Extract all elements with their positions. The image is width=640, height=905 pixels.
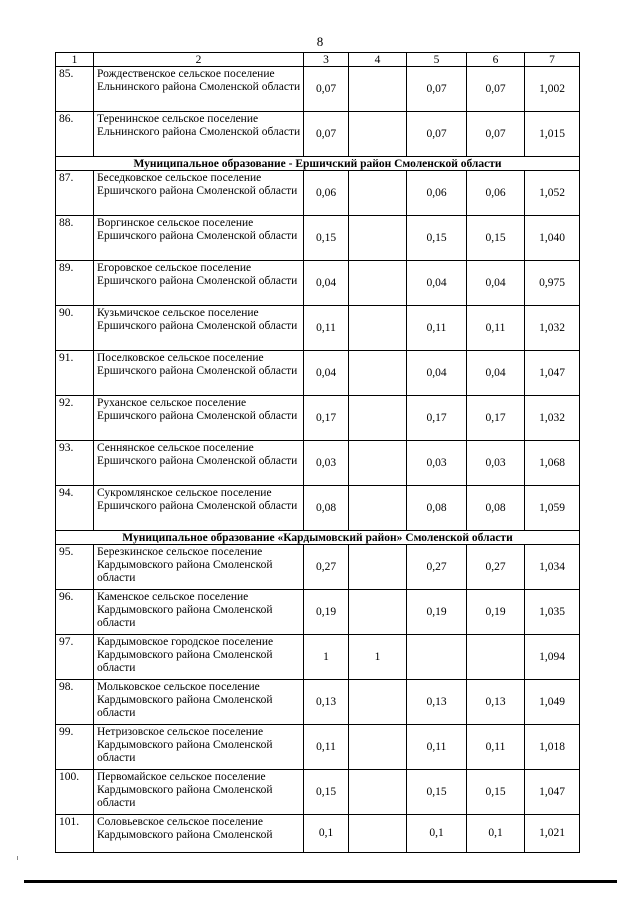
settlement-name: Поселковское сельское поселение Ершичского района Смоленской области	[94, 351, 304, 396]
value-col-6: 0,15	[467, 770, 525, 815]
table-row	[56, 171, 580, 216]
bottom-rule	[24, 880, 617, 883]
table-body	[56, 53, 580, 853]
settlement-name: Сукромлянское сельское поселение Ершичского района Смоленской области	[94, 486, 304, 531]
value-col-3: 0,11	[304, 306, 349, 351]
value-col-6: 0,04	[467, 351, 525, 396]
value-col-5: 0,07	[407, 67, 467, 112]
value-col-5: 0,11	[407, 306, 467, 351]
value-col-4	[349, 261, 407, 306]
value-col-7: 1,068	[525, 441, 580, 486]
settlement-name: Теренинское сельское поселение Ельнинского района Смоленской области	[94, 112, 304, 157]
value-col-4	[349, 112, 407, 157]
page-number: 8	[316, 34, 324, 49]
value-col-7: 1,059	[525, 486, 580, 531]
value-col-4	[349, 486, 407, 531]
table-row	[56, 351, 580, 396]
value-col-5: 0,27	[407, 545, 467, 590]
value-col-6: 0,27	[467, 545, 525, 590]
row-number: 101.	[56, 815, 94, 853]
value-col-7: 1,002	[525, 67, 580, 112]
value-col-4	[349, 171, 407, 216]
table-row	[56, 590, 580, 635]
value-col-7: 1,032	[525, 306, 580, 351]
value-col-7: 1,040	[525, 216, 580, 261]
table-row	[56, 112, 580, 157]
settlement-name: Кузьмичское сельское поселение Ершичского района Смоленской области	[94, 306, 304, 351]
value-col-6: 0,04	[467, 261, 525, 306]
row-number: 98.	[56, 680, 94, 725]
settlement-name: Руханское сельское поселение Ершичского района Смоленской области	[94, 396, 304, 441]
settlement-name: Воргинское сельское поселение Ершичского района Смоленской области	[94, 216, 304, 261]
value-col-5: 0,13	[407, 680, 467, 725]
value-col-3: 0,15	[304, 216, 349, 261]
value-col-6: 0,07	[467, 67, 525, 112]
value-col-7: 1,047	[525, 770, 580, 815]
value-col-7: 1,049	[525, 680, 580, 725]
value-col-5: 0,11	[407, 725, 467, 770]
value-col-7: 1,021	[525, 815, 580, 853]
value-col-3: 0,15	[304, 770, 349, 815]
table-row	[56, 635, 580, 680]
settlement-name: Мольковское сельское поселение Кардымовского района Смоленской области	[94, 680, 304, 725]
table-row	[56, 396, 580, 441]
value-col-5: 0,1	[407, 815, 467, 853]
value-col-7: 1,032	[525, 396, 580, 441]
value-col-4	[349, 306, 407, 351]
value-col-5: 0,07	[407, 112, 467, 157]
value-col-5: 0,04	[407, 351, 467, 396]
table-row	[56, 486, 580, 531]
settlement-name: Первомайское сельское поселение Кардымовского района Смоленской области	[94, 770, 304, 815]
value-col-6: 0,1	[467, 815, 525, 853]
row-number: 87.	[56, 171, 94, 216]
value-col-5: 0,03	[407, 441, 467, 486]
column-header-row	[56, 53, 580, 67]
table-row	[56, 770, 580, 815]
value-col-5: 0,08	[407, 486, 467, 531]
value-col-6: 0,08	[467, 486, 525, 531]
row-number: 99.	[56, 725, 94, 770]
row-number: 97.	[56, 635, 94, 680]
table-row	[56, 216, 580, 261]
column-header: 2	[94, 53, 304, 67]
row-number: 91.	[56, 351, 94, 396]
value-col-7: 1,034	[525, 545, 580, 590]
value-col-3: 0,03	[304, 441, 349, 486]
value-col-5: 0,17	[407, 396, 467, 441]
data-table	[55, 52, 580, 853]
table-row	[56, 261, 580, 306]
table-row	[56, 545, 580, 590]
table-row	[56, 725, 580, 770]
value-col-4	[349, 545, 407, 590]
value-col-7: 0,975	[525, 261, 580, 306]
value-col-5: 0,19	[407, 590, 467, 635]
value-col-3: 0,11	[304, 725, 349, 770]
column-header: 5	[407, 53, 467, 67]
value-col-4	[349, 770, 407, 815]
settlement-name: Сеннянское сельское поселение Ершичского района Смоленской области	[94, 441, 304, 486]
row-number: 88.	[56, 216, 94, 261]
settlement-name: Егоровское сельское поселение Ершичского района Смоленской области	[94, 261, 304, 306]
row-number: 100.	[56, 770, 94, 815]
value-col-3: 0,19	[304, 590, 349, 635]
table-row	[56, 306, 580, 351]
value-col-3: 0,07	[304, 67, 349, 112]
row-number: 96.	[56, 590, 94, 635]
value-col-6: 0,06	[467, 171, 525, 216]
value-col-4	[349, 351, 407, 396]
column-header: 3	[304, 53, 349, 67]
value-col-3: 0,27	[304, 545, 349, 590]
value-col-5: 0,06	[407, 171, 467, 216]
section-header-row	[56, 531, 580, 545]
column-header: 7	[525, 53, 580, 67]
value-col-4	[349, 396, 407, 441]
value-col-4: 1	[349, 635, 407, 680]
row-number: 95.	[56, 545, 94, 590]
value-col-3: 0,06	[304, 171, 349, 216]
table-row	[56, 815, 580, 853]
value-col-6: 0,03	[467, 441, 525, 486]
row-number: 85.	[56, 67, 94, 112]
section-title: Муниципальное образование «Кардымовский район» Смоленской области	[56, 531, 580, 545]
column-header: 4	[349, 53, 407, 67]
table-row	[56, 67, 580, 112]
row-number: 90.	[56, 306, 94, 351]
value-col-4	[349, 680, 407, 725]
row-number: 89.	[56, 261, 94, 306]
value-col-5: 0,15	[407, 216, 467, 261]
settlement-name: Беседковское сельское поселение Ершичского района Смоленской области	[94, 171, 304, 216]
value-col-3: 0,17	[304, 396, 349, 441]
value-col-7: 1,094	[525, 635, 580, 680]
value-col-6: 0,11	[467, 725, 525, 770]
section-header-row	[56, 157, 580, 171]
value-col-5: 0,04	[407, 261, 467, 306]
table-row	[56, 680, 580, 725]
value-col-7: 1,035	[525, 590, 580, 635]
value-col-4	[349, 590, 407, 635]
value-col-7: 1,047	[525, 351, 580, 396]
value-col-4	[349, 67, 407, 112]
value-col-3: 0,08	[304, 486, 349, 531]
row-number: 92.	[56, 396, 94, 441]
settlement-name: Нетризовское сельское поселение Кардымовского района Смоленской области	[94, 725, 304, 770]
value-col-3: 0,04	[304, 351, 349, 396]
value-col-6: 0,11	[467, 306, 525, 351]
value-col-5	[407, 635, 467, 680]
value-col-3: 0,1	[304, 815, 349, 853]
value-col-7: 1,015	[525, 112, 580, 157]
value-col-6	[467, 635, 525, 680]
value-col-3: 0,07	[304, 112, 349, 157]
section-title: Муниципальное образование - Ершичский район Смоленской области	[56, 157, 580, 171]
table-row	[56, 441, 580, 486]
settlement-name: Рождественское сельское поселение Ельнинского района Смоленской области	[94, 67, 304, 112]
value-col-7: 1,018	[525, 725, 580, 770]
value-col-4	[349, 725, 407, 770]
value-col-3: 1	[304, 635, 349, 680]
value-col-3: 0,13	[304, 680, 349, 725]
value-col-3: 0,04	[304, 261, 349, 306]
value-col-4	[349, 441, 407, 486]
value-col-7: 1,052	[525, 171, 580, 216]
settlement-name: Каменское сельское поселение Кардымовского района Смоленской области	[94, 590, 304, 635]
value-col-4	[349, 815, 407, 853]
settlement-name: Березкинское сельское поселение Кардымовского района Смоленской области	[94, 545, 304, 590]
row-number: 86.	[56, 112, 94, 157]
margin-mark	[17, 856, 18, 860]
value-col-5: 0,15	[407, 770, 467, 815]
value-col-6: 0,13	[467, 680, 525, 725]
value-col-6: 0,19	[467, 590, 525, 635]
settlement-name: Соловьевское сельское поселение Кардымовского района Смоленской	[94, 815, 304, 853]
row-number: 93.	[56, 441, 94, 486]
value-col-6: 0,07	[467, 112, 525, 157]
settlement-name: Кардымовское городское поселение Кардымовского района Смоленской области	[94, 635, 304, 680]
row-number: 94.	[56, 486, 94, 531]
value-col-6: 0,15	[467, 216, 525, 261]
value-col-6: 0,17	[467, 396, 525, 441]
column-header: 6	[467, 53, 525, 67]
column-header: 1	[56, 53, 94, 67]
value-col-4	[349, 216, 407, 261]
